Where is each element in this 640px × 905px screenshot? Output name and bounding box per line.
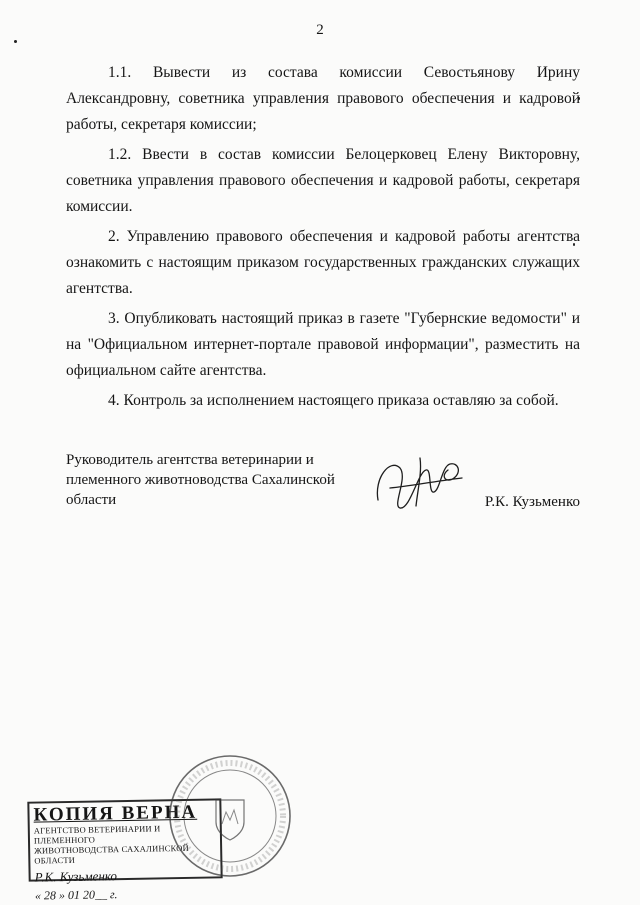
paragraph-2: 2. Управлению правового обеспечения и кадровой работы агентства ознакомить с настоящим приказом государственных гражданских служащих агентства.	[66, 228, 580, 297]
page-number: 2	[316, 22, 324, 38]
paragraph-4: 4. Контроль за исполнением настоящего приказа оставляю за собой.	[108, 392, 559, 409]
signature-block	[66, 450, 580, 510]
signer-name: Р.К. Кузьменко	[484, 494, 580, 510]
stamp-handwritten-name: Р.К. Кузьменко	[34, 868, 118, 885]
order-body	[66, 60, 580, 414]
round-seal	[166, 752, 294, 880]
scan-speck	[14, 40, 17, 43]
paragraph-1-1: 1.1. Вывести из состава комиссии Севостьянову Ирину Александровну, советника управления правового обеспечения и кадровой работы, секретаря комиссии;	[66, 64, 580, 133]
stamp-title: КОПИЯ ВЕРНА	[33, 801, 198, 826]
handwritten-signature	[370, 448, 470, 518]
signer-position: Руководитель агентства ветеринарии и племенного животноводства Сахалинской области	[66, 452, 335, 508]
paragraph-3: 3. Опубликовать настоящий приказ в газете "Губернские ведомости" и на "Официальном интернет-портале правовой информации", разместить на официальном сайте агентства.	[66, 310, 580, 379]
stamp-agency-line-2: ЖИВОТНОВОДСТВА САХАЛИНСКОЙ ОБЛАСТИ	[34, 842, 190, 866]
paragraph-1-2: 1.2. Ввести в состав комиссии Белоцерковец Елену Викторовну, советника управления правового обеспечения и кадровой работы, секретаря комиссии.	[66, 146, 580, 215]
stamp-date: « 28 » 01 20__ г.	[34, 887, 118, 903]
stamp-agency-line-1: АГЕНТСТВО ВЕТЕРИНАРИИ И ПЛЕМЕННОГО	[33, 823, 161, 846]
